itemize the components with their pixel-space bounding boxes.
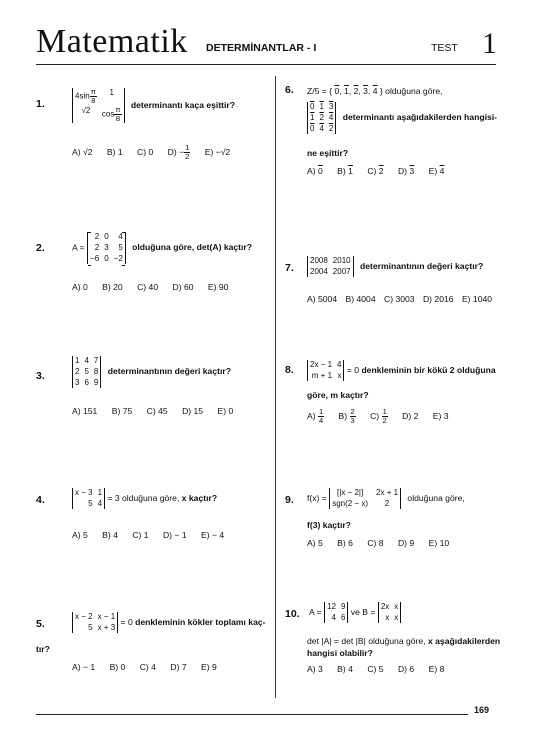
matrix-a: 12 9 4 6 <box>324 602 348 623</box>
question-10: 10. A = 12 9 4 6 ve B = 2x x x x det |A| = det |B| olduğuna göre, x aşağıdakilerden hangisi olabilir? A) 3 B) 4 C) 5 D) 6 E) 8 <box>285 602 501 674</box>
answer-options <box>307 664 456 674</box>
determinant: x − 3 1 5 4 <box>72 488 105 509</box>
option-b[interactable]: B) 6 <box>337 538 353 548</box>
answer-options <box>72 406 245 416</box>
option-a[interactable]: A) 5 <box>307 538 323 548</box>
determinant: 2x − 1 4 m + 1 x <box>307 360 344 381</box>
option-a[interactable]: A) $\frac{1}{4}$ <box>307 407 324 425</box>
question-1 <box>36 88 266 168</box>
question-stem: denkleminin bir kökü 2 olduğuna <box>361 364 496 375</box>
question-stem: f(3) kaçtır? <box>307 520 351 530</box>
page-number: 169 <box>474 705 490 715</box>
option-d[interactable]: D) 9 <box>397 538 415 548</box>
option-e[interactable]: E) −√2 <box>204 146 231 157</box>
matrix: 2 0 4 2 3 5 −6 0 −2 <box>87 232 126 264</box>
test-number: 1 <box>482 27 497 60</box>
option-d[interactable]: D) 2 <box>402 410 419 421</box>
option-a[interactable]: A) − 1 <box>72 662 96 672</box>
question-stem: determinantının değeri kaçtır? <box>107 366 231 377</box>
question-9: 9. f(x) = [|x − 2|] 2x + 1 sgn(2 − x) 2 olduğuna göre, f(3) kaçtır? A) 5 B) 6 C) 8 D) 9 E) 10 <box>285 488 465 548</box>
question-number: 9. <box>285 494 294 506</box>
question-number: 8. <box>285 364 294 376</box>
question-stem: denkleminin kökler toplamı kaç- <box>135 616 266 627</box>
determinant: 1 4 7 2 5 8 3 6 9 <box>72 356 101 388</box>
section-title: DETERMİNANTLAR - I <box>206 42 317 54</box>
option-b[interactable]: B) 1 <box>337 166 353 176</box>
question-7 <box>285 256 505 316</box>
option-b[interactable]: B) 75 <box>111 406 133 416</box>
option-c[interactable]: C) 1 <box>132 530 149 540</box>
option-c[interactable]: C) 4 <box>139 662 156 672</box>
answer-options <box>307 294 492 304</box>
option-a[interactable]: A) 0 <box>72 282 88 292</box>
page-header <box>36 22 496 62</box>
question-number: 1. <box>36 98 45 110</box>
question-6: 6. Z/5 = { 0, 1, 2, 3, 4 } olduğuna göre, 0 1 3 1 2 4 0 4 2 determinantı aşağıdakilerden hangisi- ne eşittir? A) 0 B) 1 C) 2 D) 3 E) 4 <box>285 84 498 176</box>
option-d[interactable]: D) − 1 <box>162 530 187 540</box>
option-d[interactable]: D) 6 <box>397 664 415 674</box>
option-b[interactable]: B) $\frac{2}{3}$ <box>338 407 355 425</box>
option-d[interactable]: D) 60 <box>172 282 194 292</box>
option-d[interactable]: D) 15 <box>182 406 204 416</box>
question-number: 3. <box>36 370 45 382</box>
option-e[interactable]: E) 8 <box>428 664 445 674</box>
option-c[interactable]: C) 40 <box>137 282 159 292</box>
determinant: x − 2 x − 1 5 x + 3 <box>72 612 118 633</box>
answer-options <box>307 538 461 548</box>
option-d[interactable]: D) 2016 <box>422 294 454 304</box>
answer-options <box>72 282 240 292</box>
option-e[interactable]: E) 4 <box>428 166 445 176</box>
option-b[interactable]: B) 0 <box>109 662 126 672</box>
question-number: 4. <box>36 494 45 506</box>
option-e[interactable]: E) 9 <box>201 662 217 672</box>
option-b[interactable]: B) 4 <box>337 664 353 674</box>
option-a[interactable]: A) 0 <box>307 166 323 176</box>
option-c[interactable]: C) 2 <box>367 166 384 176</box>
answer-options <box>72 530 236 540</box>
option-a[interactable]: A) 3 <box>307 664 323 674</box>
option-b[interactable]: B) 20 <box>102 282 123 292</box>
answer-options <box>307 408 461 425</box>
footer-rule <box>36 714 468 715</box>
question-stem: olduğuna göre, det(A) kaçtır? <box>132 242 252 253</box>
determinant: 4sin $\frac{\pi}{8}$ 1 √2 cos $\frac{\pi}{8}$ <box>72 88 125 123</box>
question-stem: x aşağıdakilerden <box>427 636 501 646</box>
option-a[interactable]: A) √2 <box>72 146 93 157</box>
determinant: [|x − 2|] 2x + 1 sgn(2 − x) 2 <box>329 488 401 509</box>
header-rule <box>36 64 496 65</box>
question-8: 8. 2x − 1 4 m + 1 x = 0 denkleminin bir kökü 2 olduğuna göre, m kaçtır? A) $\frac{1}{4}$ B) $\frac{2}{3}$ C) $\frac{1}{2}$ D) 2 E) 3 <box>285 360 496 425</box>
determinant: 0 1 3 1 2 4 0 4 2 <box>307 102 336 134</box>
answer-options <box>307 166 456 176</box>
option-e[interactable]: E) 0 <box>217 406 234 416</box>
option-e[interactable]: E) 10 <box>428 538 450 548</box>
option-c[interactable]: C) 8 <box>367 538 384 548</box>
question-stem: determinantı aşağıdakilerden hangisi- <box>342 112 498 123</box>
question-4: 4. x − 3 1 5 4 = 3 olduğuna göre, x kaçtır? A) 5 B) 4 C) 1 D) − 1 E) − 4 <box>36 488 266 548</box>
option-e[interactable]: E) 3 <box>432 410 449 421</box>
option-c[interactable]: C) $\frac{1}{2}$ <box>370 407 387 425</box>
option-e[interactable]: E) − 4 <box>201 530 225 540</box>
question-3 <box>36 356 266 426</box>
question-2: 2. A = 2 0 4 2 3 5 −6 0 −2 olduğuna göre, det(A) kaçtır? A) 0 B) 20 C) 40 D) 60 E) 90 <box>36 232 252 292</box>
question-number: 6. <box>285 84 294 96</box>
option-c[interactable]: C) 0 <box>137 146 154 157</box>
question-stem: x kaçtır? <box>181 492 218 503</box>
question-stem: determinantının değeri kaçtır? <box>359 260 484 271</box>
option-c[interactable]: C) 3003 <box>384 294 415 304</box>
answer-options <box>72 144 242 161</box>
option-a[interactable]: A) 5 <box>72 530 88 540</box>
matrix-b: 2x x x x <box>378 602 401 623</box>
option-e[interactable]: E) 90 <box>207 282 229 292</box>
option-e[interactable]: E) 1040 <box>461 294 493 304</box>
option-a[interactable]: A) 151 <box>72 406 98 416</box>
column-divider <box>275 76 276 698</box>
option-a[interactable]: A) 5004 <box>307 294 338 304</box>
option-d[interactable]: D) 3 <box>397 166 415 176</box>
option-b[interactable]: B) 4 <box>102 530 118 540</box>
question-number: 7. <box>285 262 294 274</box>
option-d[interactable]: D) 7 <box>170 662 187 672</box>
question-number: 2. <box>36 242 45 254</box>
option-b[interactable]: B) 4004 <box>345 294 376 304</box>
option-d[interactable]: D) − $\frac{1}{2}$ <box>167 143 190 161</box>
question-number: 10. <box>285 608 300 620</box>
book-title: Matematik <box>36 23 188 60</box>
test-label: TEST <box>431 42 458 54</box>
option-b[interactable]: B) 1 <box>106 146 123 157</box>
option-c[interactable]: C) 5 <box>367 664 384 674</box>
option-c[interactable]: C) 45 <box>146 406 168 416</box>
question-number: 5. <box>36 618 45 630</box>
determinant: 2008 2010 2004 2007 <box>307 256 354 277</box>
question-stem: determinantı kaça eşittir? <box>130 99 236 110</box>
answer-options <box>72 662 229 672</box>
question-5: 5. x − 2 x − 1 5 x + 3 = 0 denkleminin kökler toplamı kaç- tır? A) − 1 B) 0 C) 4 D) 7 E) 9 <box>36 612 266 672</box>
